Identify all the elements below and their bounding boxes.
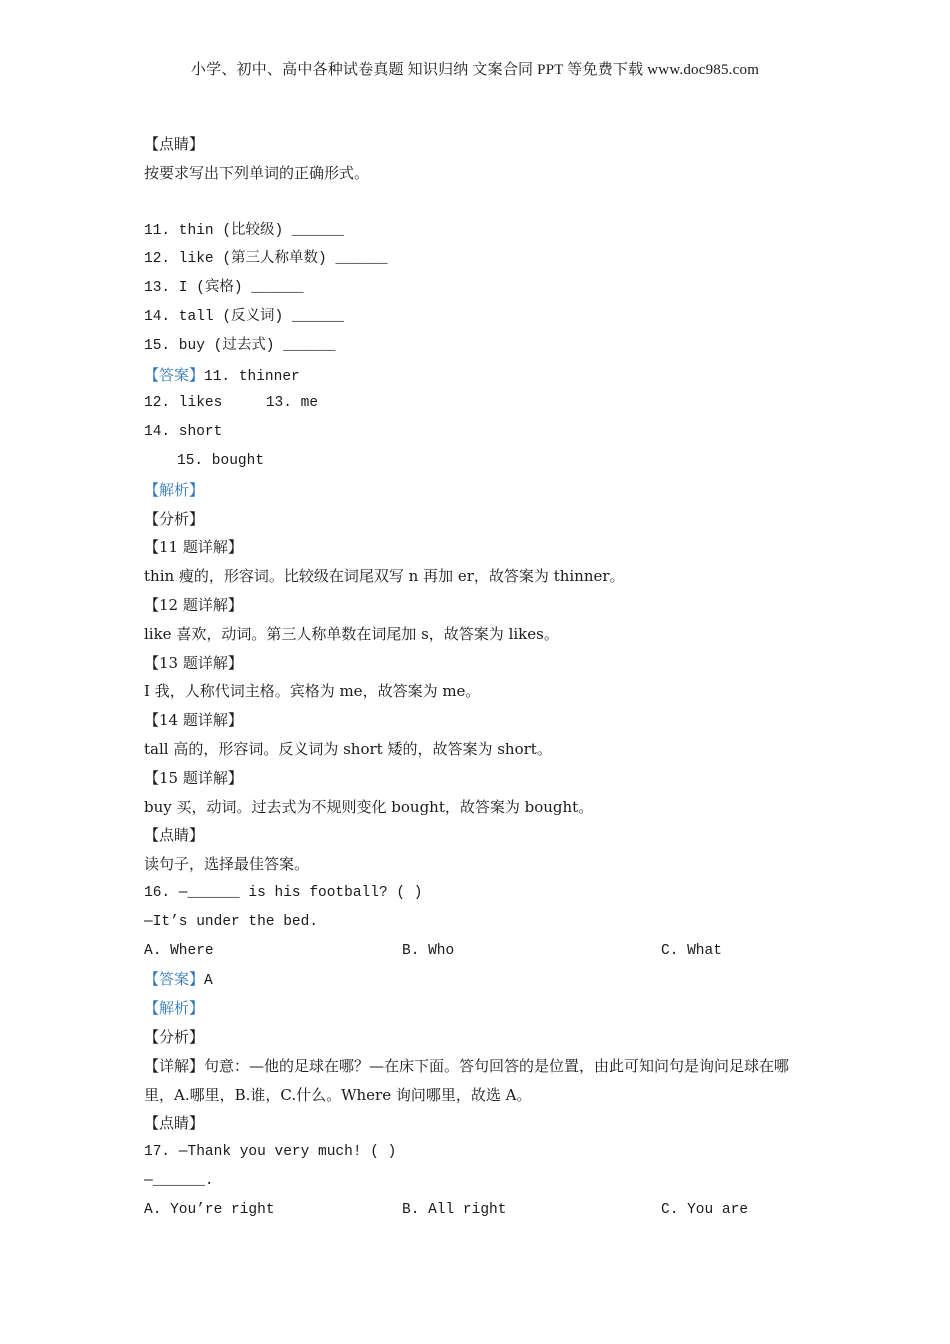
answer-row-16: [144, 965, 824, 994]
section-tag-dianjing-2: 【点睛】: [144, 826, 205, 845]
answer-row-11: [144, 361, 824, 390]
detail-12-title: 【12 题详解】: [144, 595, 243, 614]
detail-16-text: 【详解】句意：—他的足球在哪？—在床下面。答句回答的是位置，由此可知问句是询问足球在哪里，A.哪里，B.谁，C.什么。Where 询问哪里，故选 A。: [144, 1056, 790, 1104]
answer-12: 12. likes: [144, 395, 223, 412]
detail-13-text: I 我，人称代词主格。宾格为 me，故答案为 me。: [144, 682, 481, 701]
section-tag-dianjing: 【点睛】: [144, 135, 205, 153]
answer-15: 15. bought: [177, 452, 265, 469]
answer-row-12-13: [144, 389, 824, 418]
detail-11-title: 【11 题详解】: [144, 538, 243, 557]
section-tag-fenxi: 【分析】: [144, 509, 205, 528]
question-11: 11. thin (比较级) ______: [144, 222, 345, 239]
detail-14-title: 【14 题详解】: [144, 711, 243, 730]
detail-14-text: tall 高的，形容词。反义词为 short 矮的，故答案为 short。: [144, 739, 552, 758]
section-tag-jiexi-16: 【解析】: [144, 999, 205, 1018]
option-a-17: A. You’re right: [144, 1201, 275, 1218]
section-tag-dianjing-16: 【点睛】: [144, 1114, 205, 1133]
document-body: [144, 130, 824, 1224]
question-13: 13. I (宾格) ______: [144, 280, 304, 297]
option-b-17: B. All right: [402, 1201, 507, 1218]
detail-15-title: 【15 题详解】: [144, 768, 243, 787]
detail-15-text: buy 买，动词。过去式为不规则变化 bought，故答案为 bought。: [144, 797, 594, 816]
detail-11-text: thin 瘦的，形容词。比较级在词尾双写 n 再加 er，故答案为 thinner。: [144, 567, 625, 586]
answer-11: 11. thinner: [204, 368, 300, 385]
instruction-text-2: 读句子，选择最佳答案。: [144, 855, 310, 874]
answer-14: 14. short: [144, 424, 223, 441]
question-16: 16. —______ is his football? ( ): [144, 884, 423, 901]
question-16-options: [144, 937, 824, 966]
question-17-reply: —______.: [144, 1172, 214, 1189]
question-15: 15. buy (过去式) ______: [144, 337, 336, 354]
option-b: B. Who: [402, 942, 455, 959]
section-tag-jiexi: 【解析】: [144, 480, 205, 499]
question-14: 14. tall (反义词) ______: [144, 308, 345, 325]
question-17-options: [144, 1196, 824, 1225]
answer-16: A: [204, 973, 213, 990]
answer-label-16: 【答案】: [144, 970, 205, 989]
detail-13-title: 【13 题详解】: [144, 653, 243, 672]
detail-12-text: like 喜欢，动词。第三人称单数在词尾加 s，故答案为 likes。: [144, 624, 559, 643]
question-12: 12. like (第三人称单数) ______: [144, 251, 388, 268]
instruction-text: 按要求写出下列单词的正确形式。: [144, 163, 370, 182]
option-a: A. Where: [144, 942, 214, 959]
answer-label: 【答案】: [144, 365, 205, 384]
section-tag-fenxi-16: 【分析】: [144, 1027, 205, 1046]
question-16-reply: —It’s under the bed.: [144, 913, 319, 930]
page-header: 小学、初中、高中各种试卷真题 知识归纳 文案合同 PPT 等免费下载 www.doc985.com: [190, 62, 760, 78]
option-c: C. What: [661, 942, 722, 959]
answer-13: 13. me: [265, 395, 319, 412]
option-c-17: C. You are: [661, 1201, 749, 1218]
question-17: 17. —Thank you very much! ( ): [144, 1144, 397, 1161]
